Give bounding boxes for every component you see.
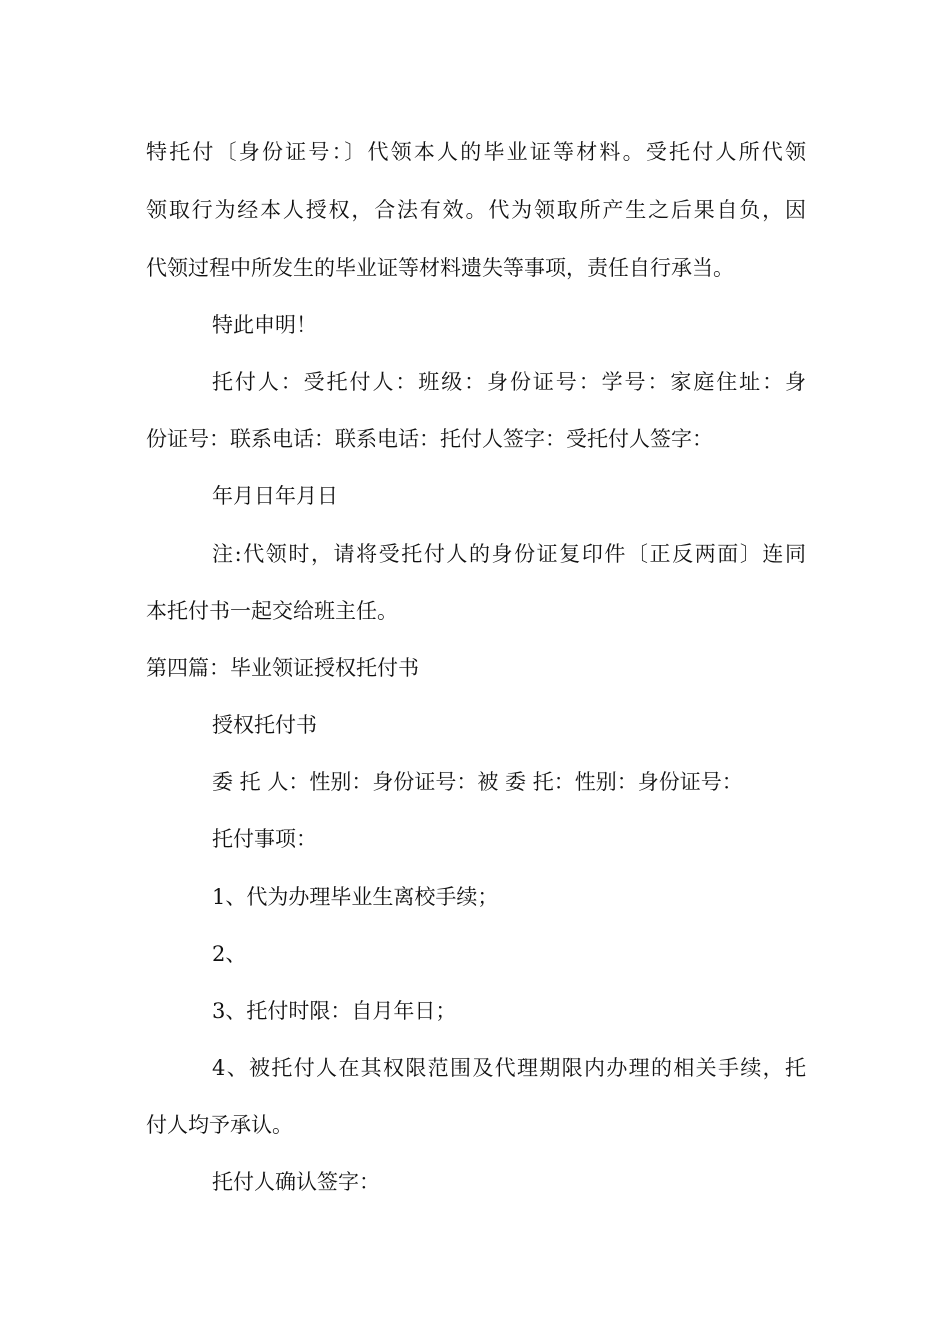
matter-item: 2、 [212,942,247,966]
matter-item: 1、代为办理毕业生离校手续； [212,885,499,909]
note-line: 本托付书一起交给班主任。 [146,599,398,623]
document-title: 授权托付书 [212,713,317,737]
matters-heading: 托付事项： [212,827,317,851]
paragraph-line: 领取行为经本人授权，合法有效。代为领取所产生之后果自负，因 [146,198,806,222]
paragraph-line: 特托付〔身份证号：〕代领本人的毕业证等材料。受托付人所代领 [146,140,806,164]
matter-item-continued: 付人均予承认。 [146,1113,293,1137]
parties-line: 委 托 人：性别：身份证号：被 委 托：性别：身份证号： [212,770,743,794]
matter-item: 3、托付时限：自月年日； [212,999,457,1023]
matter-item: 4、被托付人在其权限范围及代理期限内办理的相关手续，托 [212,1056,806,1080]
section-heading: 第四篇：毕业领证授权托付书 [146,656,419,680]
paragraph-line: 代领过程中所发生的毕业证等材料遗失等事项，责任自行承当。 [146,256,734,280]
signature-line: 托付人确认签字： [212,1170,380,1194]
paragraph-line: 托付人：受托付人：班级：身份证号：学号：家庭住址：身 [212,370,806,394]
declaration-line: 特此申明！ [212,313,317,337]
paragraph-line: 份证号：联系电话：联系电话：托付人签字：受托付人签字： [146,427,713,451]
note-line: 注:代领时，请将受托付人的身份证复印件〔正反两面〕连同 [212,542,806,566]
date-line: 年月日年月日 [212,484,338,508]
